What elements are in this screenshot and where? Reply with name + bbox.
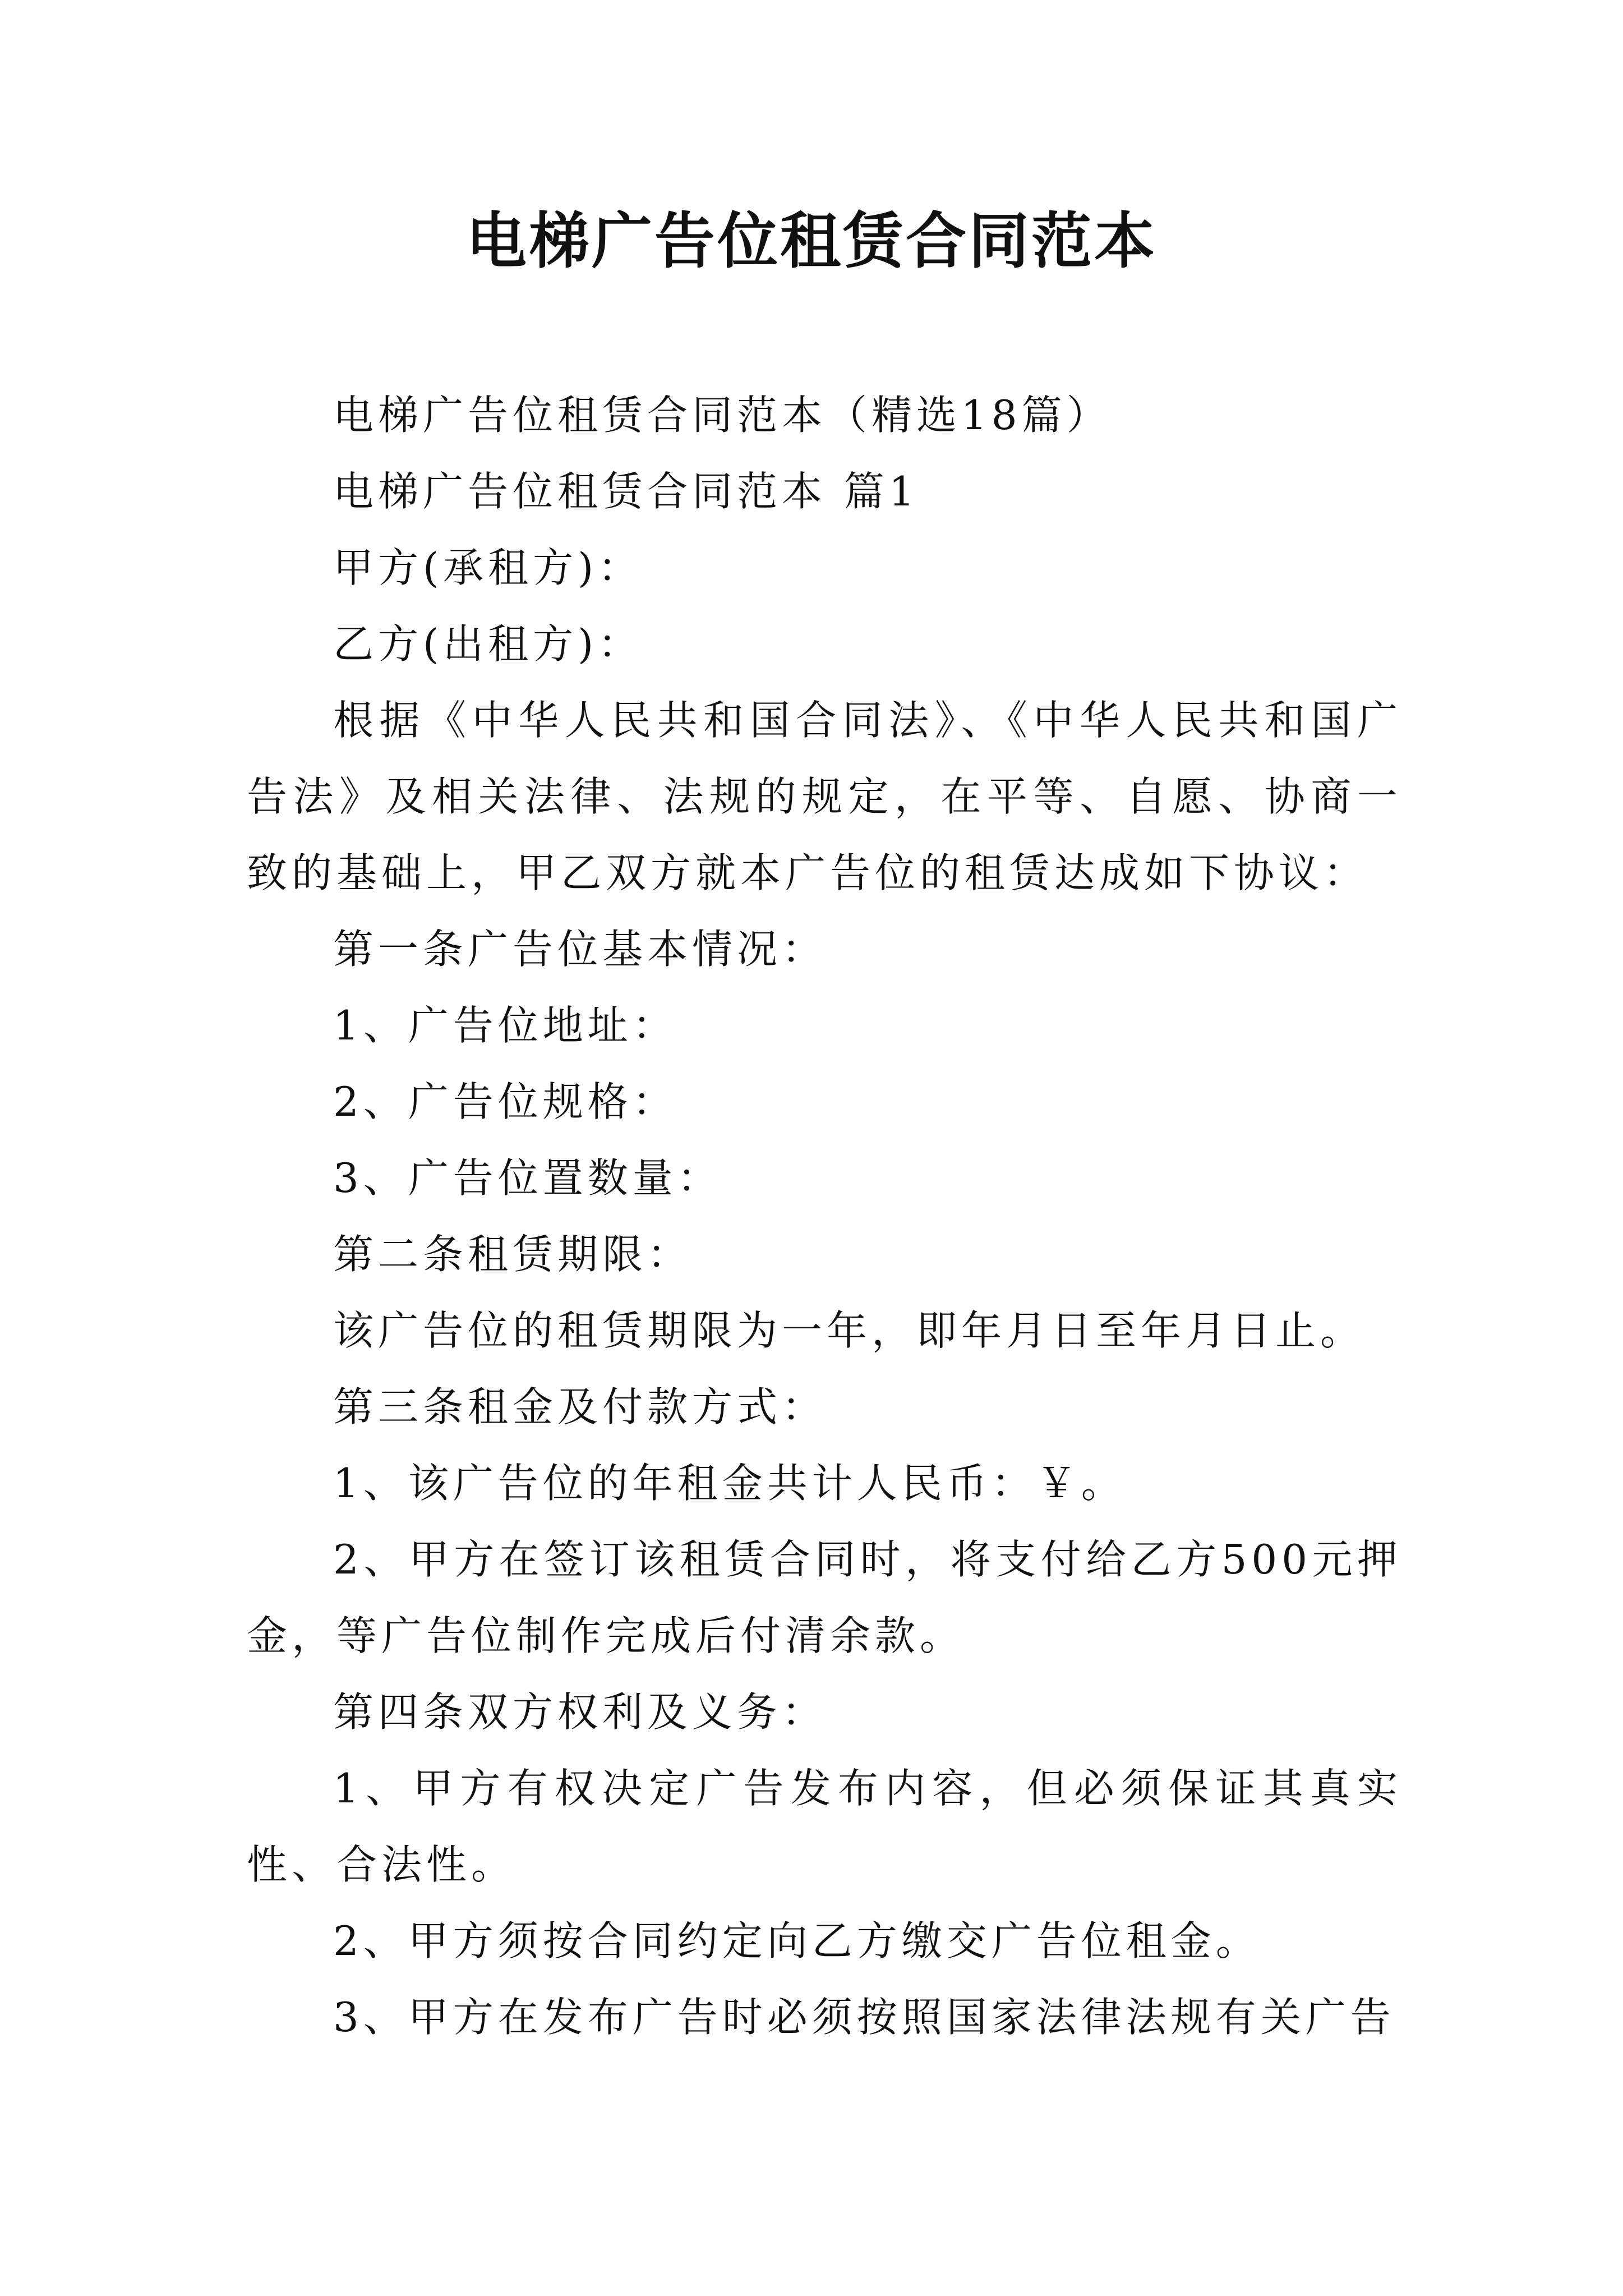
- paragraph: 电梯广告位租赁合同范本（精选18篇）: [333, 392, 1112, 439]
- paragraph: 1、甲方有权决定广告发布内容，但必须保证其真实性、合法性。: [247, 1765, 1402, 1888]
- paragraph: 2、甲方须按合同约定向乙方缴交广告位租金。: [333, 1917, 1261, 1964]
- paragraph: 该广告位的租赁期限为一年，即年月日至年月日止。: [333, 1307, 1366, 1354]
- paragraph: 2、甲方在签订该租赁合同时，将支付给乙方500元押金，等广告位制作完成后付清余款。: [247, 1536, 1402, 1659]
- paragraph: 电梯广告位租赁合同范本 篇1: [333, 468, 919, 515]
- paragraph: 第二条租赁期限：: [333, 1231, 693, 1278]
- paragraph: 甲方(承租方)：: [333, 544, 643, 591]
- document-title: 电梯广告位租赁合同范本: [465, 206, 1157, 277]
- paragraph: 1、该广告位的年租金共计人民币：￥。: [333, 1460, 1126, 1507]
- paragraph: 3、甲方在发布广告时必须按照国家法律法规有关广告: [333, 1994, 1395, 2041]
- paragraph: 1、广告位地址：: [333, 1002, 677, 1049]
- document-body: [247, 377, 1402, 2055]
- paragraph: 第四条双方权利及义务：: [333, 1688, 827, 1736]
- paragraph: 乙方(出租方)：: [333, 620, 643, 668]
- paragraph: 第三条租金及付款方式：: [333, 1383, 827, 1430]
- paragraph: 3、广告位置数量：: [333, 1154, 722, 1202]
- paragraph: 第一条广告位基本情况：: [333, 926, 827, 973]
- paragraph: 2、广告位规格：: [333, 1078, 677, 1125]
- paragraph: 根据《中华人民共和国合同法》、《中华人民共和国广告法》及相关法律、法规的规定，在平等、自愿、协商一致的基础上，甲乙双方就本广告位的租赁达成如下协议：: [247, 697, 1402, 896]
